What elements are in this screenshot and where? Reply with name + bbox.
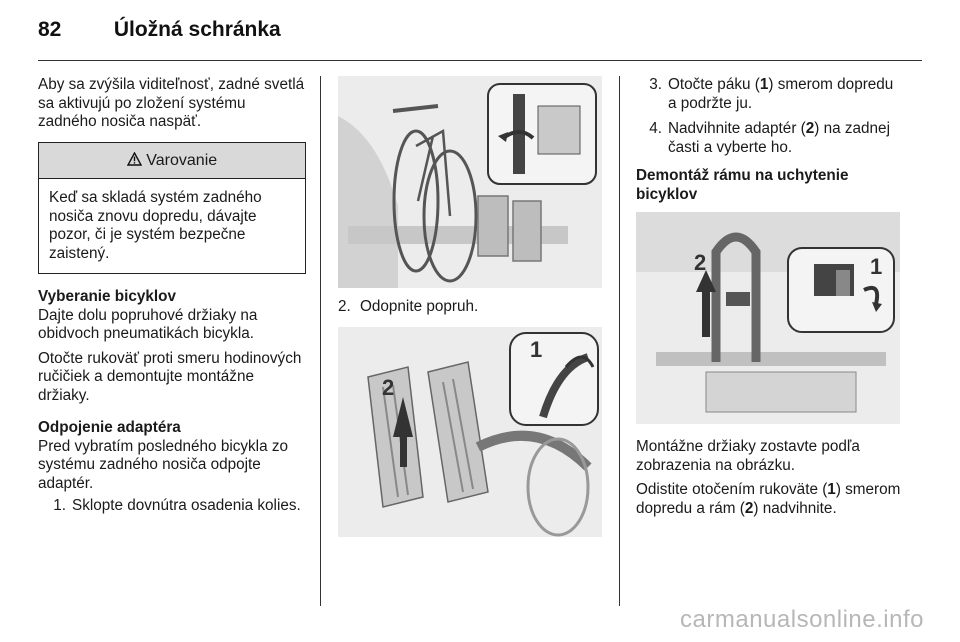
step-text: Otočte páku (1) smerom dopredu a podržte ju. xyxy=(668,76,894,112)
page-title: Úložná schránka xyxy=(113,18,281,41)
warning-triangle-icon xyxy=(127,152,142,166)
frame-p1: Montážne držiaky zostavte podľa zobrazenia na obrázku. xyxy=(636,438,860,474)
step-number: 1. xyxy=(53,497,66,514)
page-header xyxy=(38,18,281,42)
caption-text: Odopnite popruh. xyxy=(360,298,479,315)
warning-box xyxy=(38,142,306,275)
warning-text: Keď sa skladá systém zadného nosiča znovu dopredu, dávajte pozor, či je systém bezpečne zaistený. xyxy=(49,189,262,262)
column-divider-right xyxy=(619,76,620,606)
column-middle xyxy=(338,76,602,537)
section-heading-frame: Demontáž rámu na uchytenie bicyklov xyxy=(636,167,849,203)
figure-frame-removal xyxy=(636,212,900,424)
callout-number-2: 2 xyxy=(694,250,707,275)
intro-paragraph: Aby sa zvýšila viditeľnosť, zadné svetlá sa aktivujú po zložení systému zadného nosiča naspäť. xyxy=(38,76,305,130)
wheel-holders-illustration xyxy=(338,327,602,537)
warning-title: Varovanie xyxy=(146,151,218,169)
figure-caption-step2 xyxy=(338,298,602,317)
adapter-steps-cont xyxy=(636,76,906,157)
adapter-steps xyxy=(38,497,306,516)
step-number: 4. xyxy=(649,120,662,137)
column-divider-left xyxy=(320,76,321,606)
step-item xyxy=(38,497,306,516)
bike-carrier-illustration xyxy=(338,76,602,288)
section-heading-remove-bikes: Vyberanie bicyklov xyxy=(38,288,177,305)
step-number: 3. xyxy=(649,76,662,93)
frame-removal-illustration xyxy=(636,212,900,424)
warning-header xyxy=(39,143,305,180)
step-item xyxy=(636,120,906,157)
callout-number-1: 1 xyxy=(530,336,543,362)
page-number: 82 xyxy=(38,18,62,41)
column-left xyxy=(38,76,306,523)
caption-number: 2. xyxy=(338,298,351,315)
header-rule xyxy=(38,60,922,61)
remove-bikes-p2: Otočte rukoväť proti smeru hodinových ručičiek a demontujte montážne držiaky. xyxy=(38,349,302,404)
adapter-p1: Pred vybratím posledného bicykla zo systému zadného nosiča odpojte adaptér. xyxy=(38,437,288,492)
frame-p2: Odistite otočením rukoväte (1) smerom dopredu a rám (2) nadvihnite. xyxy=(636,481,901,517)
step-text: Sklopte dovnútra osadenia kolies. xyxy=(72,497,301,514)
remove-bikes-p1: Dajte dolu popruhové držiaky na obidvoch pneumatikách bicykla. xyxy=(38,306,258,342)
step-item xyxy=(636,76,906,113)
watermark: carmanualsonline.info xyxy=(680,606,924,633)
step-text: Nadvihnite adaptér (2) na zadnej časti a vyberte ho. xyxy=(668,120,890,156)
callout-number-2: 2 xyxy=(382,374,395,400)
column-right xyxy=(636,76,906,518)
figure-wheel-holders xyxy=(338,327,602,537)
callout-number-1: 1 xyxy=(870,254,883,279)
figure-bike-on-carrier xyxy=(338,76,602,288)
section-heading-adapter: Odpojenie adaptéra xyxy=(38,419,181,436)
